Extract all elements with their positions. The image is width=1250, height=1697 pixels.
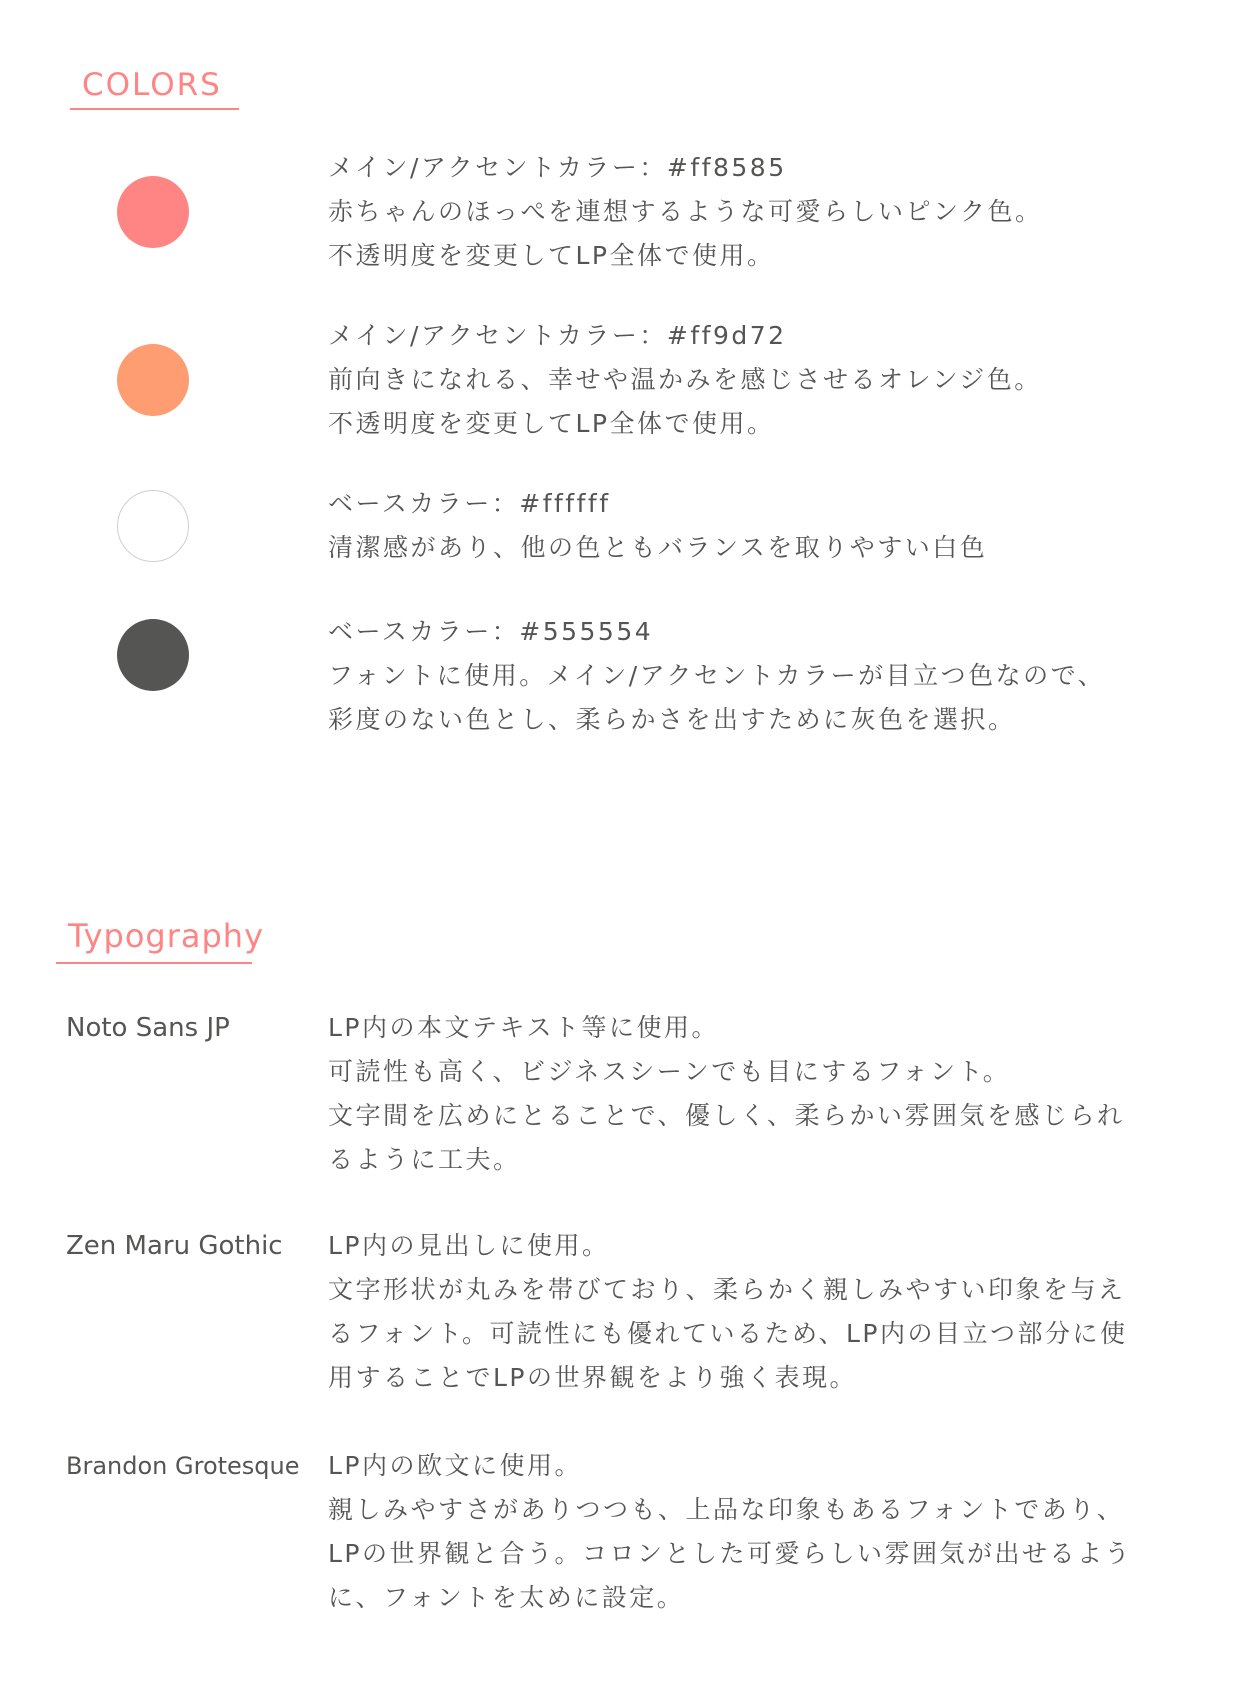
color-title: ベースカラー：#ffffff (328, 489, 611, 518)
font-description-line: LP内の本文テキスト等に使用。 (328, 1013, 720, 1042)
typography-heading-label: Typography (68, 917, 264, 955)
font-description (328, 1006, 1208, 1182)
color-description-line: 彩度のない色とし、柔らかさを出すために灰色を選択。 (328, 705, 1016, 734)
color-title: メイン/アクセントカラー：#ff9d72 (328, 321, 787, 350)
font-description-line: LPの世界観と合う。コロンとした可愛らしい雰囲気が出せるよう (328, 1539, 1133, 1568)
color-swatch-orange (117, 344, 189, 416)
font-description-line: 文字形状が丸みを帯びており、柔らかく親しみやすい印象を与え (328, 1275, 1126, 1304)
font-description-line: 文字間を広めにとることで、優しく、柔らかい雰囲気を感じられ (328, 1101, 1125, 1130)
colors-heading (70, 67, 239, 110)
font-description-line: LP内の欧文に使用。 (328, 1451, 583, 1480)
font-name: Zen Maru Gothic (66, 1231, 283, 1261)
colors-heading-label: COLORS (82, 67, 222, 103)
color-description-line: 不透明度を変更してLP全体で使用。 (328, 409, 775, 438)
color-description-orange (328, 314, 1208, 446)
color-description-white (328, 482, 1208, 570)
typography-heading (56, 917, 264, 964)
font-description (328, 1224, 1208, 1400)
font-description-line: 用することでLPの世界観をより強く表現。 (328, 1363, 858, 1392)
font-description-line: に、フォントを太めに設定。 (328, 1583, 685, 1612)
color-swatch-pink (117, 176, 189, 248)
font-name: Noto Sans JP (66, 1013, 230, 1043)
font-description (328, 1444, 1208, 1620)
font-description-line: るフォント。可読性にも優れているため、LP内の目立つ部分に使 (328, 1319, 1128, 1348)
font-description-line: 親しみやすさがありつつも、上品な印象もあるフォントであり、 (328, 1495, 1125, 1524)
color-swatch-gray (117, 619, 189, 691)
color-description-gray (328, 610, 1208, 742)
typography-heading-underline (56, 962, 252, 964)
color-title: メイン/アクセントカラー：#ff8585 (328, 153, 787, 182)
color-description-line: 清潔感があり、他の色ともバランスを取りやすい白色 (328, 533, 988, 562)
color-description-line: 不透明度を変更してLP全体で使用。 (328, 241, 775, 270)
font-description-line: るように工夫。 (328, 1145, 521, 1174)
font-name: Brandon Grotesque (66, 1452, 300, 1480)
color-description-line: フォントに使用。メイン/アクセントカラーが目立つ色なので、 (328, 661, 1106, 690)
color-swatch-white (117, 490, 189, 562)
color-description-pink (328, 146, 1208, 278)
colors-heading-underline (70, 108, 239, 110)
color-title: ベースカラー：#555554 (328, 617, 654, 646)
color-description-line: 赤ちゃんのほっぺを連想するような可愛らしいピンク色。 (328, 197, 1043, 226)
font-description-line: 可読性も高く、ビジネスシーンでも目にするフォント。 (328, 1057, 1011, 1086)
color-description-line: 前向きになれる、幸せや温かみを感じさせるオレンジ色。 (328, 365, 1042, 394)
font-description-line: LP内の見出しに使用。 (328, 1231, 610, 1260)
